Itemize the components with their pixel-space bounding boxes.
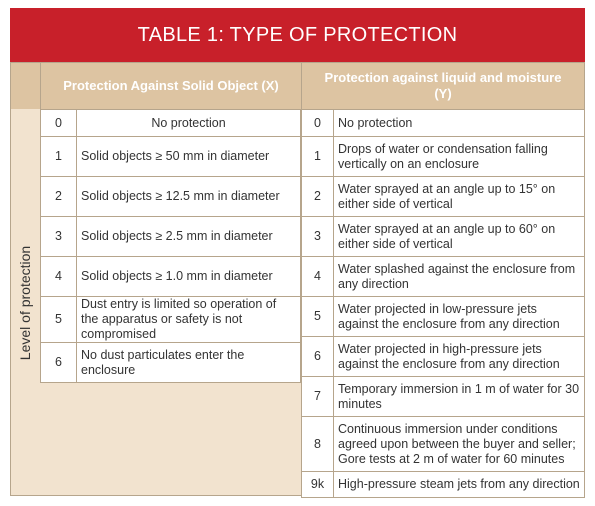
liquid-description: Water sprayed at an angle up to 15° on either side of vertical	[334, 177, 585, 217]
solid-level: 3	[41, 217, 77, 257]
header-solid-object: Protection Against Solid Object (X)	[40, 62, 301, 109]
solid-description: Solid objects ≥ 2.5 mm in diameter	[77, 217, 301, 257]
liquid-description: Water sprayed at an angle up to 60° on either side of vertical	[334, 217, 585, 257]
table-row	[41, 137, 301, 177]
liquid-level: 6	[302, 337, 334, 377]
liquid-level: 8	[302, 417, 334, 472]
solid-level: 2	[41, 177, 77, 217]
table-row	[41, 110, 301, 137]
liquid-description: Water projected in low-pressure jets against the enclosure from any direction	[334, 297, 585, 337]
liquid-description: Water splashed against the enclosure from any direction	[334, 257, 585, 297]
liquid-protection-table	[301, 109, 585, 498]
table-row	[302, 297, 585, 337]
liquid-description: Continuous immersion under conditions agreed upon between the buyer and seller; Gore tests at 2 m of water for 60 minutes	[334, 417, 585, 472]
liquid-level: 4	[302, 257, 334, 297]
table-row	[41, 257, 301, 297]
liquid-level: 2	[302, 177, 334, 217]
level-of-protection-label	[10, 109, 40, 496]
solid-level: 0	[41, 110, 77, 137]
solid-protection-table	[40, 109, 301, 383]
table-row	[302, 337, 585, 377]
liquid-level: 0	[302, 110, 334, 137]
table-row	[302, 417, 585, 472]
liquid-description: High-pressure steam jets from any direction	[334, 472, 585, 498]
table-row	[302, 257, 585, 297]
liquid-level: 1	[302, 137, 334, 177]
header-liquid-moisture: Protection against liquid and moisture (Y)	[301, 62, 585, 109]
table-row	[302, 217, 585, 257]
liquid-level: 5	[302, 297, 334, 337]
table-row	[302, 377, 585, 417]
solid-description: No protection	[77, 110, 301, 137]
solid-description: Dust entry is limited so operation of the apparatus or safety is not compromised	[77, 297, 301, 343]
solid-level: 4	[41, 257, 77, 297]
solid-description: Solid objects ≥ 1.0 mm in diameter	[77, 257, 301, 297]
table-row	[41, 297, 301, 343]
solid-level: 6	[41, 343, 77, 383]
liquid-level: 9k	[302, 472, 334, 498]
table-title: TABLE 1: TYPE OF PROTECTION	[10, 8, 585, 62]
liquid-level: 7	[302, 377, 334, 417]
liquid-description: Drops of water or condensation falling vertically on an enclosure	[334, 137, 585, 177]
table-row	[41, 177, 301, 217]
solid-description: Solid objects ≥ 50 mm in diameter	[77, 137, 301, 177]
solid-description: Solid objects ≥ 12.5 mm in diameter	[77, 177, 301, 217]
liquid-description: Temporary immersion in 1 m of water for 30 minutes	[334, 377, 585, 417]
liquid-description: No protection	[334, 110, 585, 137]
solid-description: No dust particulates enter the enclosure	[77, 343, 301, 383]
table-row	[302, 137, 585, 177]
table-row	[302, 472, 585, 498]
level-of-protection-text: Level of protection	[17, 245, 33, 360]
header-corner-cell	[10, 62, 40, 109]
solid-level: 5	[41, 297, 77, 343]
liquid-description: Water projected in high-pressure jets against the enclosure from any direction	[334, 337, 585, 377]
solid-level: 1	[41, 137, 77, 177]
liquid-level: 3	[302, 217, 334, 257]
table-row	[41, 217, 301, 257]
table-row	[302, 110, 585, 137]
table-row	[302, 177, 585, 217]
table-row	[41, 343, 301, 383]
